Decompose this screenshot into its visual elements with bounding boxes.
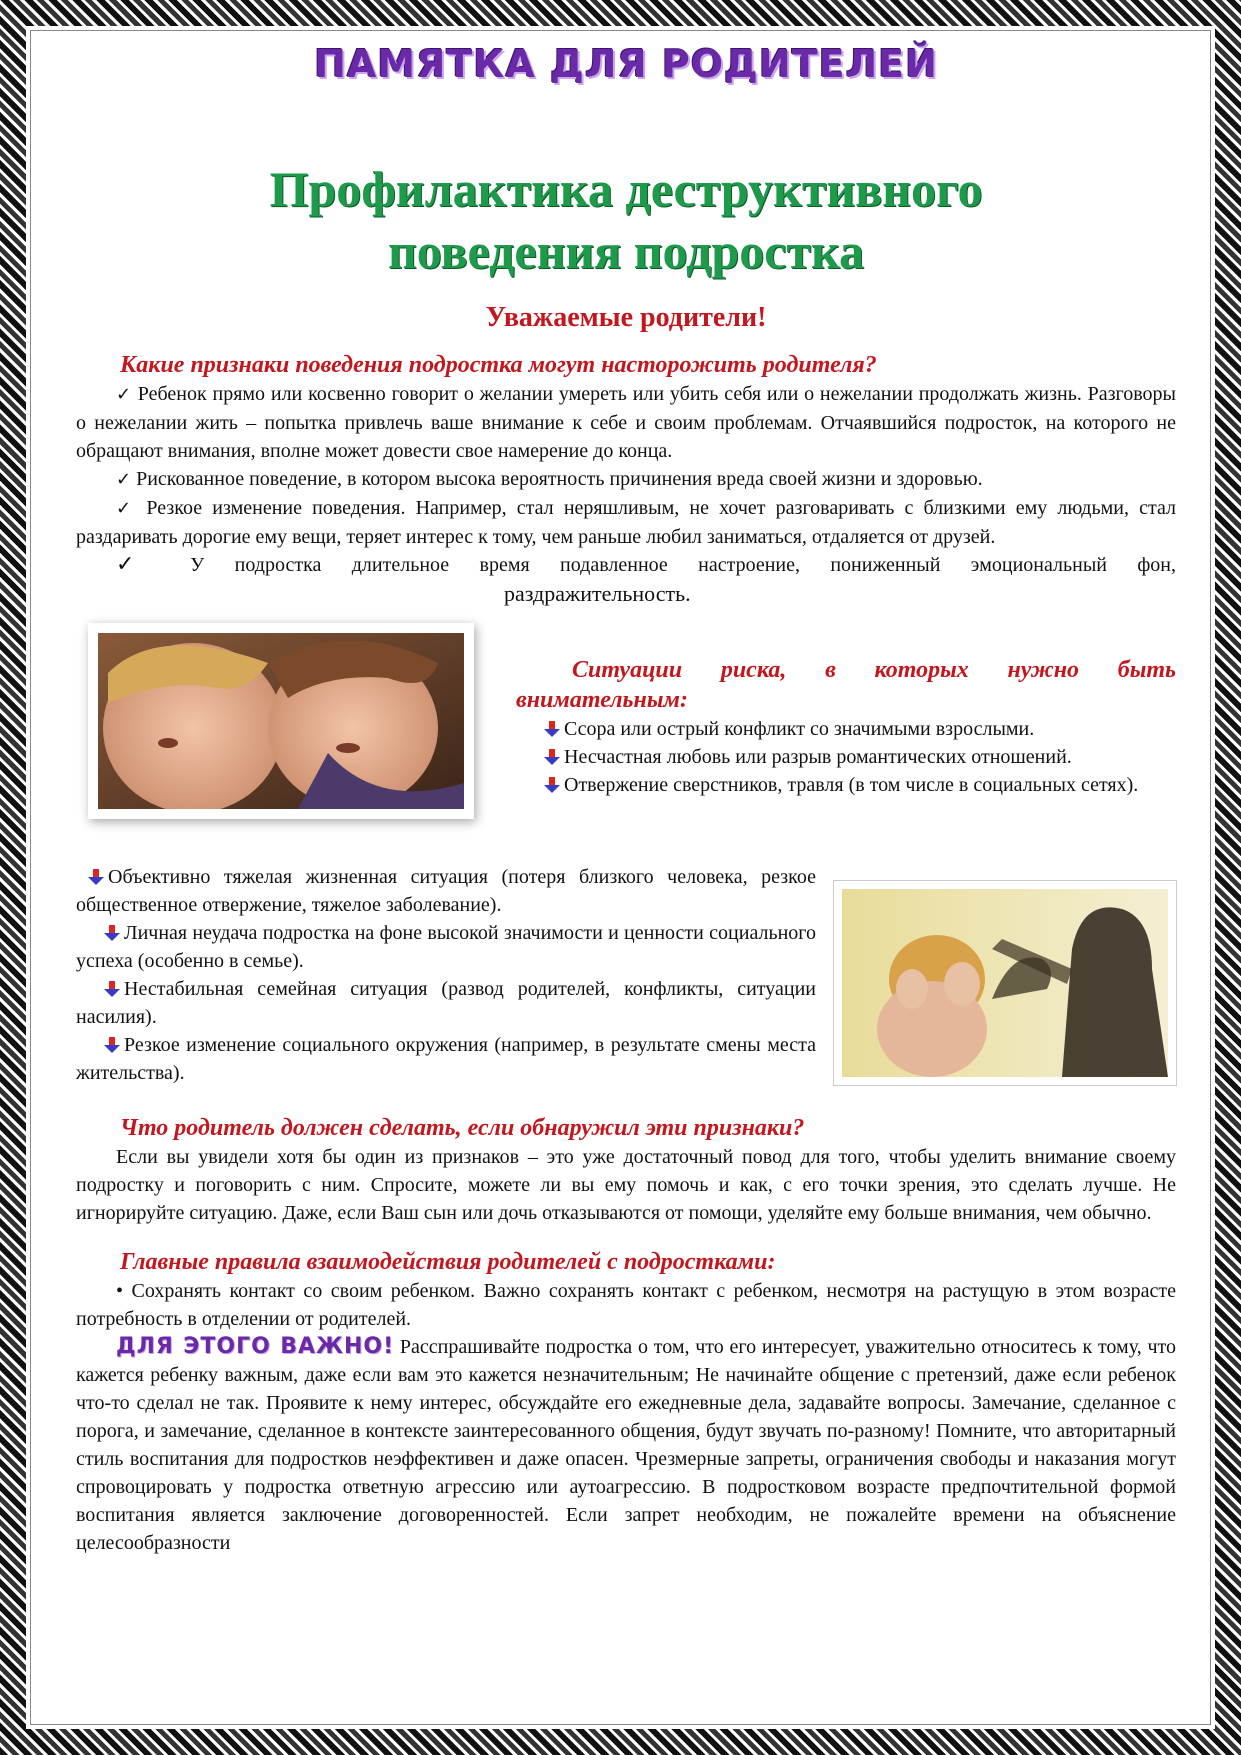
arrow-bullet-icon — [544, 777, 560, 793]
main-title-line1: Профилактика деструктивного — [269, 161, 983, 217]
action-text: Если вы увидели хотя бы один из признаков – это уже достаточный повод для того, чтобы уделить внимание своему подростку и поговорить с ним. Спросите, можете ли вы ему помочь и как, с его точки зрения, это сделать лучше. Не игнорируйте ситуацию. Даже, если Ваш сын или дочь отказываются от помощи, уделяйте ему больше внимания, чем обычно. — [76, 1146, 1176, 1224]
risk-right-column — [516, 655, 1176, 799]
boys-illustration — [98, 633, 464, 809]
rules-important: ДЛЯ ЭТОГО ВАЖНО! Расспрашивайте подростка о том, что его интересует, уважительно относитесь к тому, что кажется ребенку важным, даже если вам это кажется незначительным; Не начинайте общение с претензий, даже если ребенок что-то сделал не так. Проявите к нему интерес, обсуждайте его ежедневные дела, задавайте вопросы. Замечание, сделанное с порога, и замечание, сделанное в контексте заинтересованного общения, будут звучать по-разному! Помните, что авторитарный стиль воспитания для подростков неэффективен и даже опасен. Чрезмерные запреты, ограничения свободы и наказания могут спровоцировать у подростка ответную агрессию или аутоагрессию. В подростковом возрасте предпочтительной формой воспитания является заключение договоренностей. Если запрет необходим, не пожалейте времени на объяснение целесообразности — [76, 1334, 1176, 1554]
signs-list — [76, 380, 1176, 609]
child-illustration — [842, 889, 1168, 1077]
photo-boys-conflict — [88, 623, 474, 819]
rules-heading: Главные правила взаимодействия родителей с подростками: — [120, 1249, 776, 1275]
sign-item: ✓ Резкое изменение поведения. Например, стал неряшливым, не хочет разговаривать с близкими ему людьми, стал раздаривать дорогие ему вещи, теряет интерес к тому, чем раньше любил заниматься, отдаляется от друзей. — [76, 497, 1177, 548]
photo-child-shadow — [834, 881, 1176, 1085]
sign-item: ✓ Ребенок прямо или косвенно говорит о желании умереть или убить себя или о нежелании продолжать жизнь. Разговоры о нежелании жить – попытка привлечь ваше внимание к себе и своим проблемам. Отчаявшийся подросток, на которого не обращают внимания, вполне может довести свое намерение до конца. — [76, 383, 1176, 462]
arrow-bullet-icon — [544, 749, 560, 765]
risk-item: Отвержение сверстников, травля (в том числе в социальных сетях). — [516, 771, 1176, 799]
risk-heading-line2: внимательным: — [516, 687, 688, 713]
check-icon: ✓ — [116, 469, 132, 490]
check-icon: ✓ — [116, 552, 160, 577]
risk-left-column — [76, 863, 816, 1087]
main-title-line2: поведения подростка — [387, 223, 865, 279]
signs-heading: Какие признаки поведения подростка могут насторожить родителя? — [120, 352, 877, 378]
important-label: ДЛЯ ЭТОГО ВАЖНО! — [116, 1334, 395, 1359]
arrow-bullet-icon — [104, 981, 120, 997]
memo-title: ПАМЯТКА ДЛЯ РОДИТЕЛЕЙ — [314, 42, 938, 86]
arrow-bullet-icon — [88, 869, 104, 885]
sign-item-continuation: раздражительность. — [504, 581, 691, 606]
risk-item: Резкое изменение социального окружения (например, в результате смены места жительства). — [76, 1034, 816, 1084]
rules-item: • Сохранять контакт со своим ребенком. Важно сохранять контакт с ребенком, несмотря на растущую в этом возрасте потребность в отделении от родителей. — [76, 1280, 1176, 1330]
sign-item: ✓ У подростка длительное время подавленное настроение, пониженный эмоциональный фон, — [116, 552, 1176, 577]
sign-item: ✓ Рискованное поведение, в котором высока вероятность причинения вреда своей жизни и здоровью. — [116, 468, 983, 490]
photo-boys-image — [98, 633, 464, 809]
risk-section-top — [76, 619, 1176, 863]
arrow-bullet-icon — [104, 925, 120, 941]
main-title — [76, 158, 1176, 282]
check-icon: ✓ — [116, 498, 137, 519]
action-heading: Что родитель должен сделать, если обнаружил эти признаки? — [120, 1115, 805, 1141]
photo-child-image — [842, 889, 1168, 1077]
risk-item: Ссора или острый конфликт со значимыми взрослыми. — [516, 715, 1176, 743]
risk-item: Личная неудача подростка на фоне высокой значимости и ценности социального успеха (особенно в семье). — [76, 922, 816, 972]
arrow-bullet-icon — [544, 721, 560, 737]
risk-item: Объективно тяжелая жизненная ситуация (потеря близкого человека, резкое общественное отвержение, тяжелое заболевание). — [76, 866, 816, 916]
greeting: Уважаемые родители! — [485, 302, 767, 333]
risk-section-bottom — [76, 863, 1176, 1095]
risk-heading-line1: Ситуации риска, в которых нужно быть — [572, 657, 1176, 683]
page-content — [76, 38, 1176, 1557]
arrow-bullet-icon — [104, 1037, 120, 1053]
risk-item: Несчастная любовь или разрыв романтических отношений. — [516, 743, 1176, 771]
risk-item: Нестабильная семейная ситуация (развод родителей, конфликты, ситуации насилия). — [76, 978, 816, 1028]
check-icon: ✓ — [116, 384, 132, 405]
